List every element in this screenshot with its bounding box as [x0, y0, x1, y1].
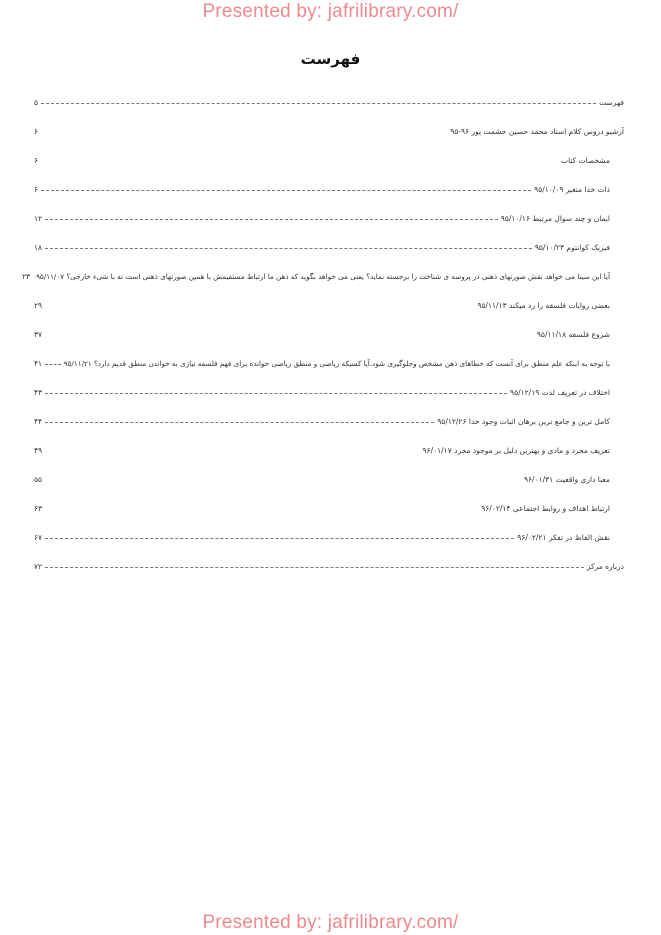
toc-entry-page: ۶۷ — [34, 533, 43, 542]
toc-entry[interactable] — [34, 378, 624, 407]
dot-leader — [45, 248, 532, 249]
toc-entry-page: ۴۴ — [34, 417, 43, 426]
dot-leader — [41, 103, 596, 104]
watermark-bottom: Presented by: jafrilibrary.com/ — [202, 912, 459, 933]
toc-entry[interactable] — [34, 523, 624, 552]
toc-entry-label: آرشیو دروس کلام استاد محمد حسین حشمت پور ۹۶-۹۵ — [450, 127, 624, 136]
dot-leader — [45, 393, 507, 394]
toc-entry[interactable] — [34, 436, 624, 465]
toc-entry-label: شروع فلسفه ۹۵/۱۱/۱۸ — [536, 330, 610, 339]
toc-entry-label: کامل ترین و جامع ترین برهان اثبات وجود خدا ۹۵/۱۲/۲۶ — [437, 417, 610, 426]
toc-entry-page: ۱۲ — [34, 214, 43, 223]
toc-entry-page: ۴۹ — [34, 446, 43, 455]
toc-entry[interactable] — [34, 146, 624, 175]
toc-entry-page: ۶ — [34, 185, 39, 194]
toc-entry-label: آیا ابن سینا می خواهد نقش صورتهای ذهنی در پروسه ی شناخت را برجسته نماید؟ یعنی می خواهد بگوید که ذهن ما ارتباط مستقیمش با همین صورتهای ذهنی است نه با شیء خارجی؟ ۹۵/۱۱/۰۷ — [36, 272, 610, 281]
dot-leader — [41, 190, 531, 191]
toc-entry[interactable] — [34, 552, 624, 581]
toc-entry[interactable] — [34, 349, 624, 378]
toc-entry-label: درباره مرکز — [586, 562, 624, 571]
toc-entry[interactable] — [22, 262, 624, 291]
dot-leader — [45, 538, 514, 539]
toc-entry-page: ۲۳ — [22, 272, 31, 281]
toc-entry[interactable] — [34, 88, 624, 117]
toc-entry-label: فهرست — [599, 98, 624, 107]
dot-leader — [45, 364, 61, 365]
toc-entry-page: ۷۲ — [34, 562, 43, 571]
toc-entry-page: ۵۵ — [34, 475, 43, 484]
toc-entry-page: ۴۱ — [34, 359, 43, 368]
toc-entry-page: ۶۳ — [34, 504, 43, 513]
toc-entry-page: ۶ — [34, 156, 39, 165]
table-of-contents — [22, 88, 624, 581]
toc-entry-page: ۴۳ — [34, 388, 43, 397]
toc-entry[interactable] — [34, 320, 624, 349]
dot-leader — [45, 219, 498, 220]
toc-entry-page: ۳۷ — [34, 330, 43, 339]
toc-entry[interactable] — [34, 175, 624, 204]
toc-entry[interactable] — [34, 407, 624, 436]
page-title: فهرست — [300, 50, 361, 68]
toc-entry-label: ایمان و چند سوال مرتبط ۹۵/۱۰/۱۶ — [500, 214, 610, 223]
toc-entry-label: با توجه به اینکه علم منطق برای آنست که خطاهای ذهن مشخص وجلوگیری شود،آیا کسیکه ریاضی و منطق ریاضی خوانده برای فهم فلسفه نیازی به خواندن منطق قدیم دارد؟ ۹۵/۱۱/۲۱ — [63, 359, 610, 368]
watermark-top: Presented by: jafrilibrary.com/ — [202, 1, 459, 22]
toc-entry-label: نقش الفاظ در تفکر ۹۶/۰۲/۲۱ — [517, 533, 610, 542]
toc-entry[interactable] — [34, 465, 624, 494]
toc-entry-label: فیزیک کوانتوم ۹۵/۱۰/۲۳ — [534, 243, 610, 252]
toc-entry-label: معنا داری واقعیت ۹۶/۰۱/۳۱ — [523, 475, 610, 484]
toc-entry[interactable] — [34, 494, 624, 523]
toc-entry-page: ۱۸ — [34, 243, 43, 252]
toc-entry-label: ارتباط اهداف و روابط اجتماعی ۹۶/۰۲/۱۴ — [481, 504, 610, 513]
toc-entry-label: اختلاف در تعریف لذت ۹۵/۱۲/۱۹ — [510, 388, 610, 397]
toc-entry-page: ۵ — [34, 98, 39, 107]
toc-entry-page: ۲۹ — [34, 301, 43, 310]
toc-entry-page: ۶ — [34, 127, 39, 136]
toc-entry[interactable] — [34, 291, 624, 320]
toc-entry-label: بعضی روایات فلسفه را رد میکند ۹۵/۱۱/۱۳ — [477, 301, 610, 310]
toc-entry-label: تعریف مجرد و مادی و بهترین دلیل بر موجود مجرد ۹۶/۰۱/۱۷ — [422, 446, 610, 455]
toc-entry[interactable] — [34, 204, 624, 233]
toc-entry-label: ذات خدا متغیر ۹۵/۱۰/۰۹ — [534, 185, 610, 194]
toc-entry-label: مشخصات کتاب — [561, 156, 610, 165]
toc-entry[interactable] — [34, 117, 624, 146]
dot-leader — [45, 567, 584, 568]
toc-entry[interactable] — [34, 233, 624, 262]
dot-leader — [45, 422, 434, 423]
